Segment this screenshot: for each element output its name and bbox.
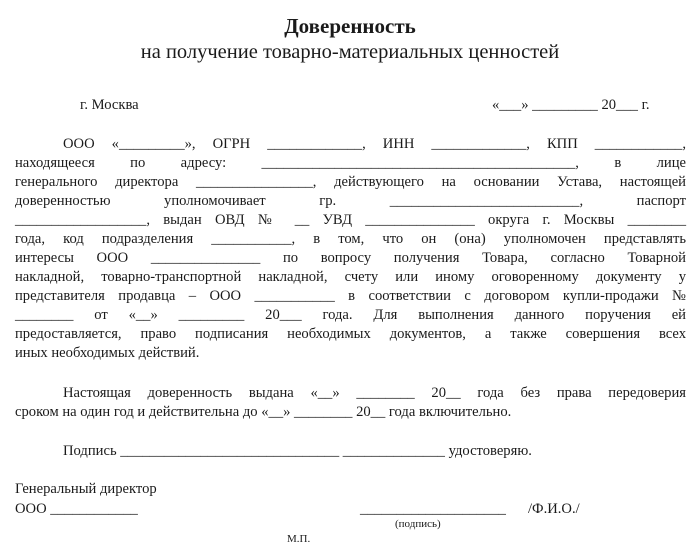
date-line: «___» _________ 20___ г.	[492, 97, 650, 113]
fio-label: /Ф.И.О./	[528, 501, 580, 517]
director-label: Генеральный директор	[15, 481, 157, 497]
paragraph1-line: представителя продавца – ООО ___________ в соответствии с договором купли-продажи №	[15, 288, 686, 304]
paragraph1-line: находящееся по адресу: ___________________________________________, в лице	[15, 155, 686, 171]
paragraph1-line: доверенностью уполномочивает гр. __________________________, паспорт	[15, 193, 686, 209]
document-title: Доверенность	[284, 14, 416, 38]
paragraph1-line: накладной, товарно-транспортной накладной, счету или иному оговоренному документу у	[15, 269, 686, 285]
paragraph2-line: Настоящая доверенность выдана «__» ________ 20__ года без права передоверия	[63, 385, 686, 401]
paragraph1-line: __________________, выдан ОВД № __ УВД _______________ округа г. Москвы ________	[15, 212, 686, 228]
city: г. Москва	[80, 97, 139, 113]
paragraph1-line: иных необходимых действий.	[15, 345, 200, 361]
company-line: ООО ____________	[15, 501, 138, 517]
paragraph1-line: ________ от «__» _________ 20___ года. Для выполнения данного поручения ей	[15, 307, 686, 323]
document-subtitle: на получение товарно-материальных ценностей	[140, 41, 560, 63]
signature-blank: ____________________	[360, 501, 506, 517]
paragraph1-line: ООО «_________», ОГРН _____________, ИНН _____________, КПП ____________,	[63, 136, 686, 152]
signature-caption: (подпись)	[395, 518, 441, 530]
paragraph2-line: сроком на один год и действительна до «__» ________ 20__ года включительно.	[15, 404, 512, 420]
paragraph1-line: интересы ООО _______________ по вопросу получения Товара, согласно Товарной	[15, 250, 686, 266]
seal-label: М.П.	[287, 533, 311, 545]
paragraph1-line: предоставляется, право подписания необходимых документов, а также совершения всех	[15, 326, 686, 342]
paragraph1-line: года, код подразделения ___________, в том, что он (она) уполномочен представлять	[15, 231, 686, 247]
paragraph1-line: генерального директора ________________, действующего на основании Устава, настоящей	[15, 174, 686, 190]
signature-line: Подпись ______________________________ ______________ удостоверяю.	[63, 443, 532, 459]
